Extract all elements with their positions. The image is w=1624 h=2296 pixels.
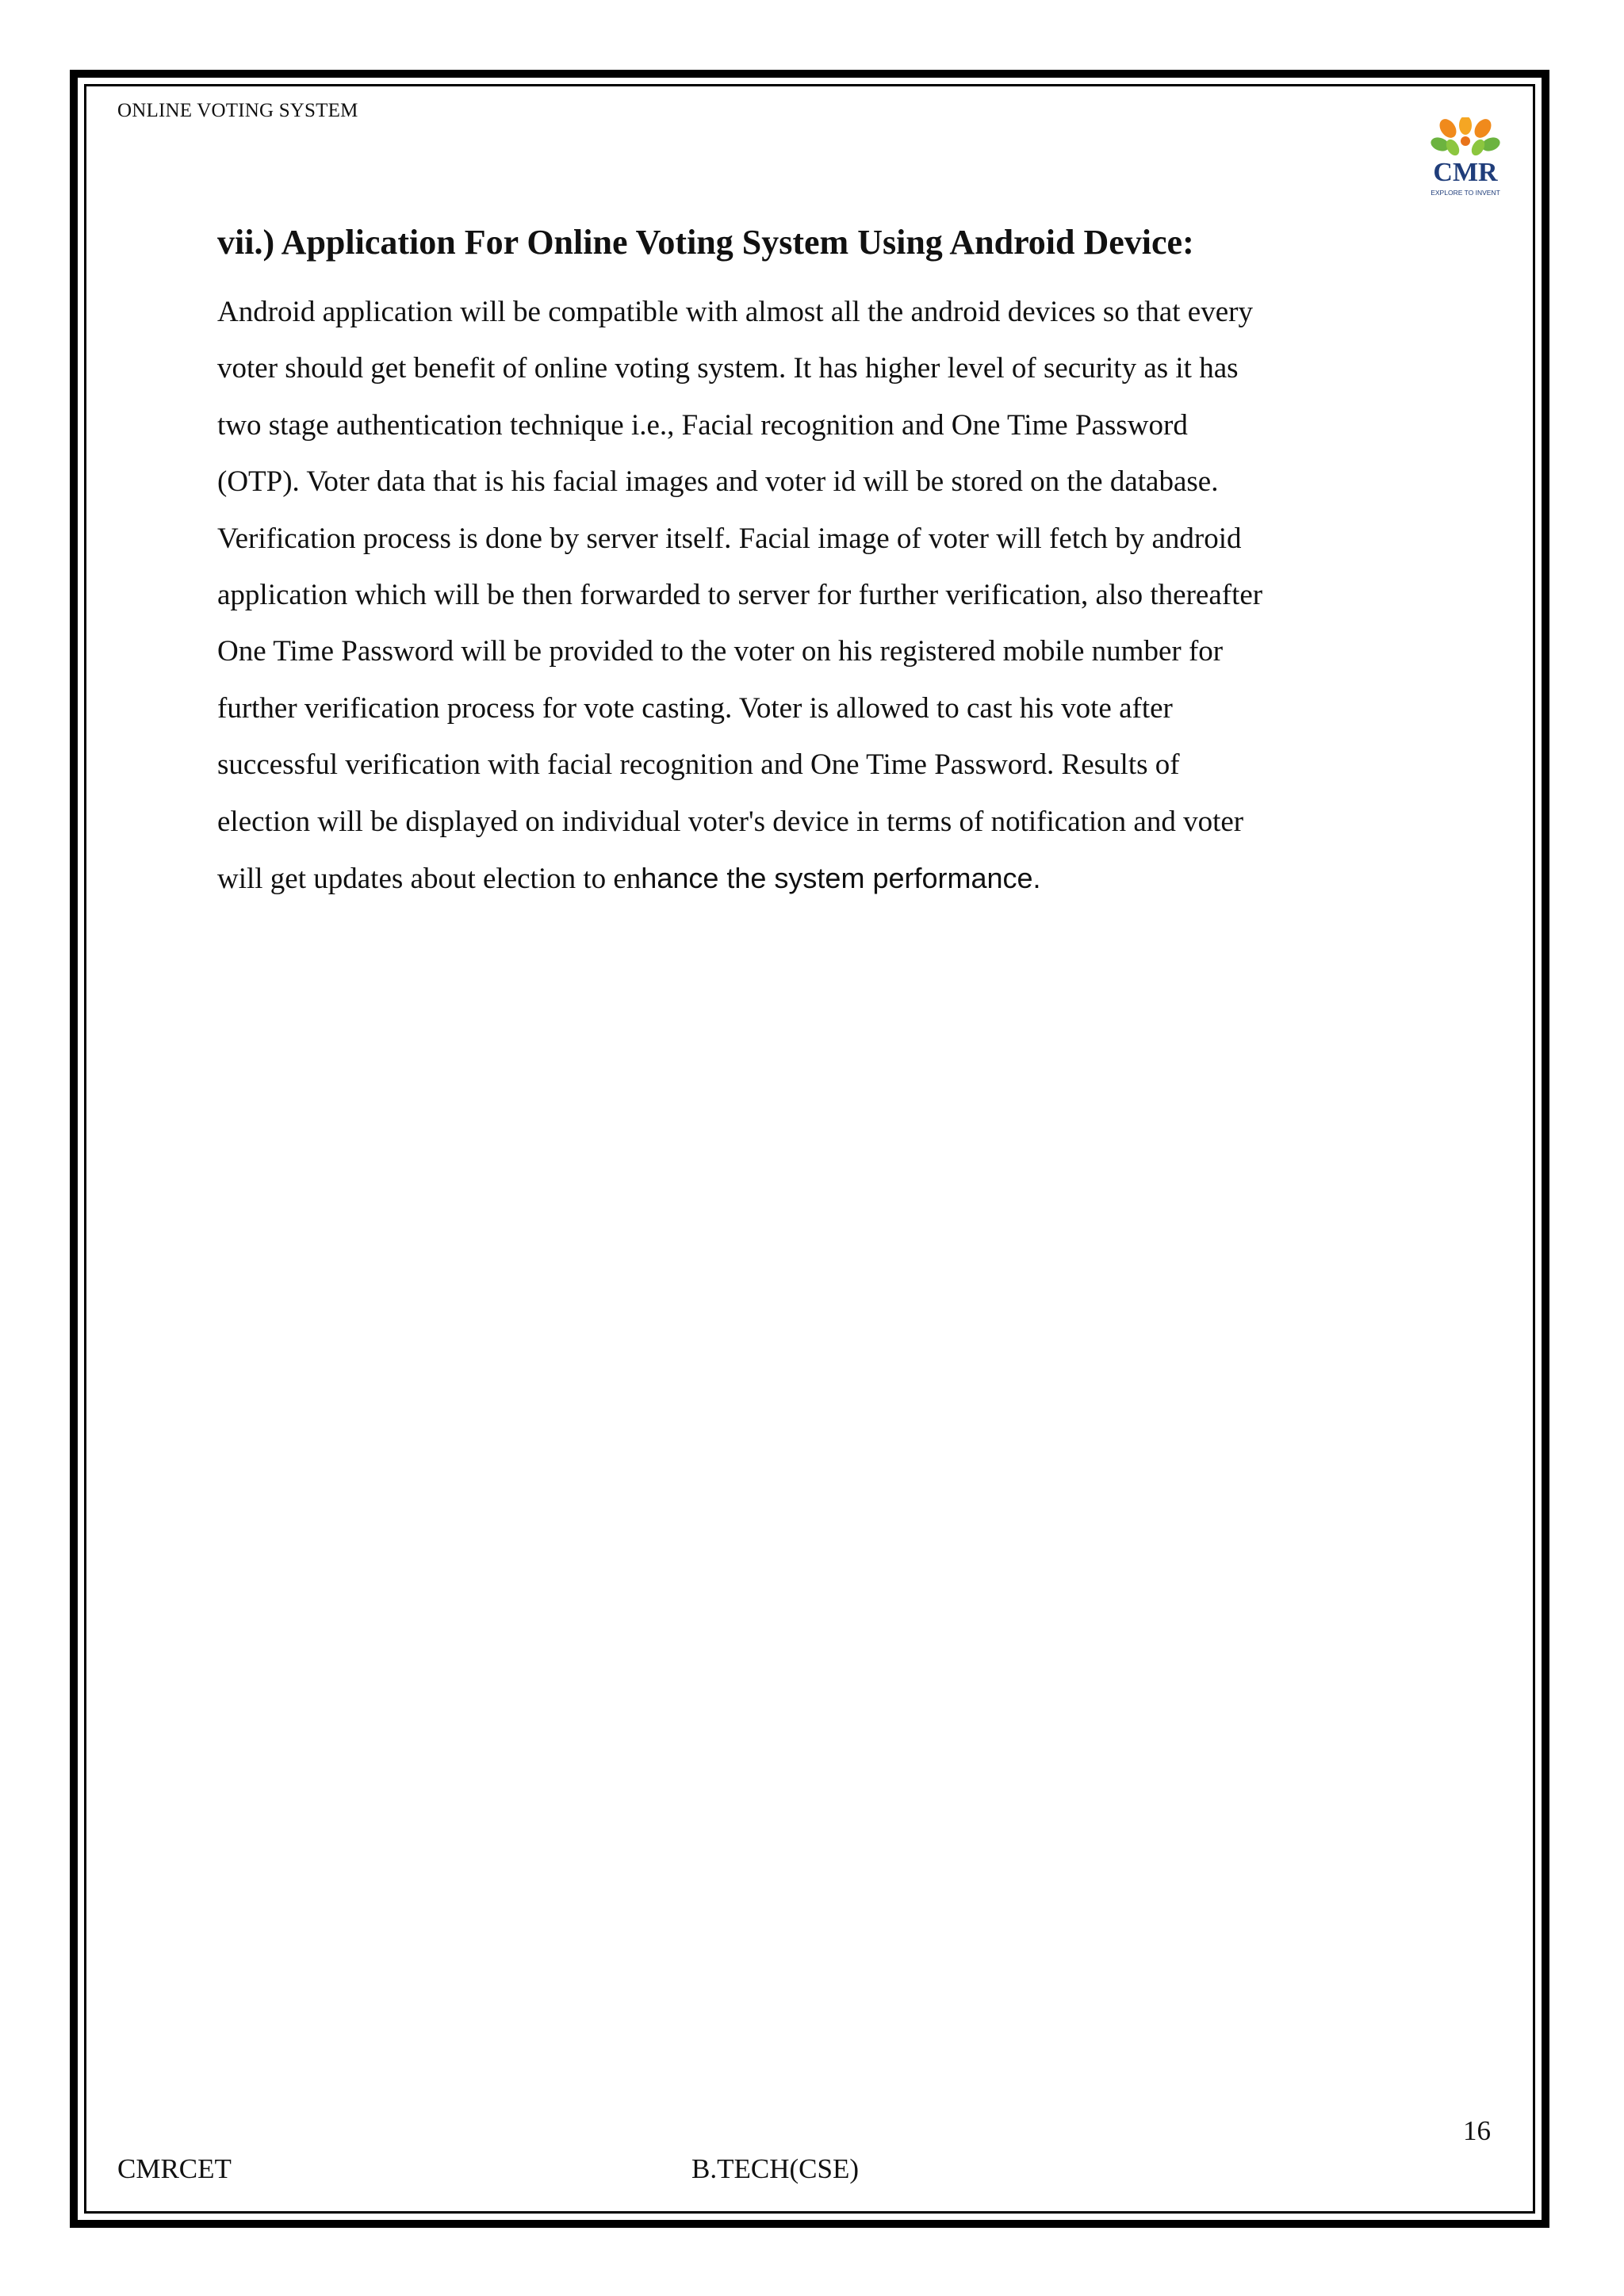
last-line-serif: will get updates about election to en: [217, 863, 642, 896]
page-number: 16: [1463, 2115, 1491, 2146]
section-title: vii.) Application For Online Voting System Using Android Device:: [217, 223, 1194, 262]
footer-course: B.TECH(CSE): [691, 2153, 859, 2184]
logo-tagline: EXPLORE TO INVENT: [1431, 189, 1500, 197]
paragraph-line: further verification process for vote casting. Voter is allowed to cast his vote after: [217, 691, 1173, 725]
paragraph-line: election will be displayed on individual voter's device in terms of notification and voter: [217, 805, 1244, 838]
paragraph-line: voter should get benefit of online voting system. It has higher level of security as it has: [217, 352, 1239, 385]
paragraph-line: Android application will be compatible with almost all the android devices so that every: [217, 296, 1253, 328]
paragraph-last-line: [217, 850, 1399, 907]
logo-text: CMR: [1433, 158, 1498, 187]
cmr-logo: [1427, 117, 1503, 200]
body-paragraph: [217, 284, 1399, 907]
paragraph-line: (OTP). Voter data that is his facial images and voter id will be stored on the database.: [217, 465, 1219, 499]
paragraph-line: two stage authentication technique i.e., Facial recognition and One Time Password: [217, 408, 1188, 442]
paragraph-line: application which will be then forwarded to server for further verification, also thereafter: [217, 579, 1263, 612]
paragraph-line: Verification process is done by server itself. Facial image of voter will fetch by android: [217, 522, 1242, 555]
paragraph-line: successful verification with facial recognition and One Time Password. Results of: [217, 748, 1180, 782]
last-line-sans: hance the system performance.: [641, 862, 1041, 895]
cmr-leaf-logo-icon: [1427, 117, 1503, 200]
footer-institution: CMRCET: [117, 2153, 232, 2184]
running-header: ONLINE VOTING SYSTEM: [117, 100, 358, 121]
paragraph-line: One Time Password will be provided to the voter on his registered mobile number for: [217, 635, 1224, 668]
